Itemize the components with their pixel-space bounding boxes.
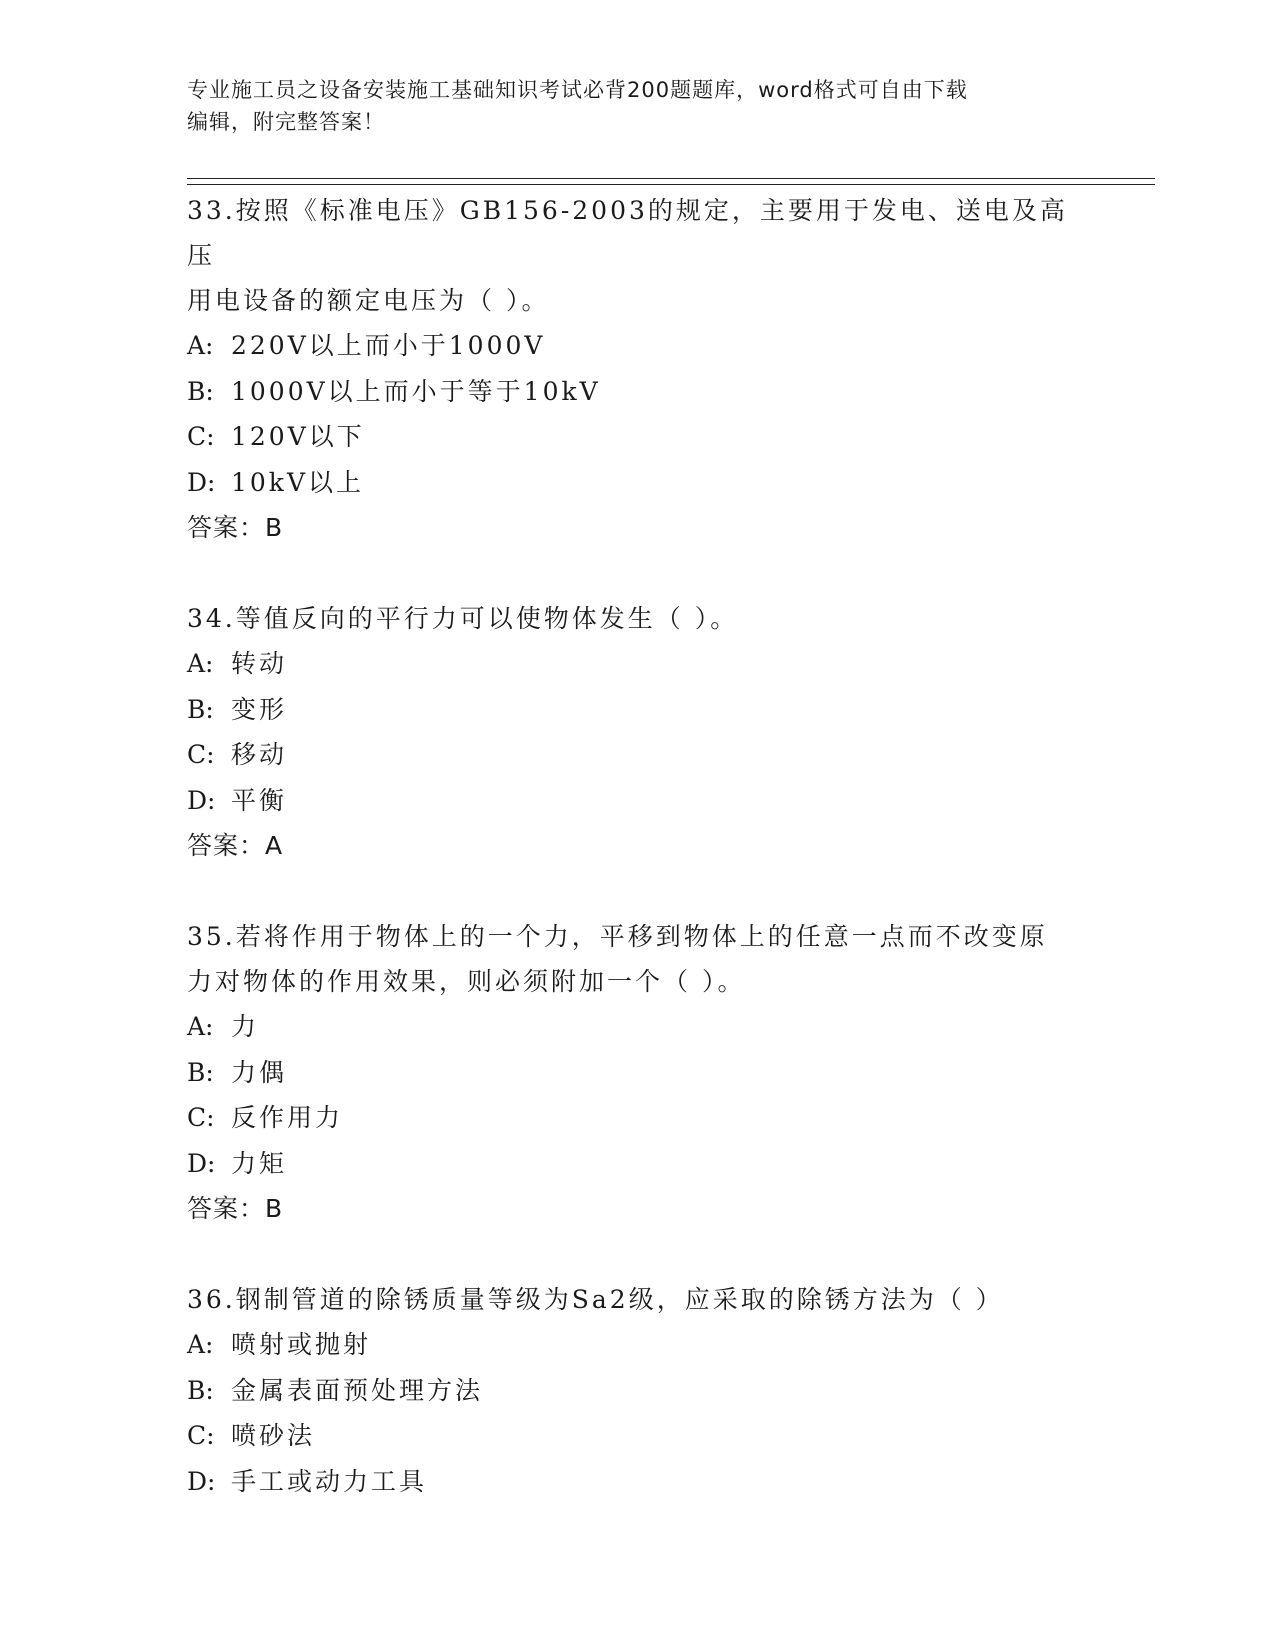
option-key: B: — [187, 376, 214, 406]
option-c — [187, 1413, 1087, 1459]
option-text: 喷射或抛射 — [231, 1330, 372, 1359]
option-text: 手工或动力工具 — [231, 1466, 428, 1496]
option-d — [187, 1141, 1087, 1187]
option-key: D: — [187, 785, 216, 815]
option-b — [187, 369, 1087, 415]
option-d — [187, 778, 1087, 824]
question-stem-line: 33.按照《标准电压》GB156-2003的规定，主要用于发电、送电及高压 — [187, 196, 1068, 270]
option-text: 移动 — [231, 740, 288, 769]
answer-line: 答案：B — [187, 1194, 284, 1223]
header-line-2: 编辑，附完整答案！ — [187, 110, 385, 134]
option-b — [187, 1050, 1087, 1096]
option-text: 力矩 — [231, 1148, 288, 1178]
option-key: B: — [187, 1057, 214, 1087]
option-text: 喷砂法 — [231, 1421, 316, 1450]
option-key: C: — [187, 1103, 215, 1132]
question-33 — [187, 188, 1087, 550]
question-stem-line: 36.钢制管道的除锈质量等级为Sa2级，应采取的除锈方法为（ ） — [187, 1285, 1004, 1314]
option-key: A: — [187, 1330, 214, 1359]
option-a — [187, 1322, 1087, 1368]
question-stem-line: 35.若将作用于物体上的一个力，平移到物体上的任意一点而不改变原 — [187, 922, 1048, 951]
question-35 — [187, 914, 1087, 1231]
question-stem-line: 用电设备的额定电压为（ ）。 — [187, 286, 550, 315]
option-text: 10kV以上 — [231, 467, 365, 497]
option-text: 平衡 — [231, 785, 288, 815]
option-a — [187, 641, 1087, 687]
option-c — [187, 1095, 1087, 1141]
header-rule-bottom — [187, 184, 1155, 185]
option-text: 120V以下 — [231, 422, 365, 451]
option-d — [187, 1459, 1087, 1505]
option-text: 220V以上而小于1000V — [231, 331, 546, 360]
question-stem-line: 34.等值反向的平行力可以使物体发生（ ）。 — [187, 604, 739, 633]
option-key: A: — [187, 331, 214, 360]
option-key: B: — [187, 694, 214, 724]
option-b — [187, 1368, 1087, 1414]
document-header — [187, 74, 1087, 138]
option-a — [187, 323, 1087, 369]
option-key: D: — [187, 1466, 216, 1496]
question-36 — [187, 1277, 1087, 1504]
option-key: D: — [187, 1148, 216, 1178]
question-spacer — [187, 1231, 1087, 1277]
option-text: 1000V以上而小于等于10kV — [231, 376, 601, 406]
option-text: 反作用力 — [231, 1103, 344, 1132]
option-text: 转动 — [231, 649, 288, 678]
option-key: C: — [187, 422, 215, 451]
header-line-1: 专业施工员之设备安装施工基础知识考试必背200题题库，word格式可自由下载 — [187, 78, 968, 102]
question-34 — [187, 596, 1087, 868]
option-key: A: — [187, 1012, 214, 1041]
answer-line: 答案：B — [187, 513, 284, 542]
header-rule-top — [187, 178, 1155, 179]
option-c — [187, 732, 1087, 778]
option-key: D: — [187, 467, 216, 497]
option-c — [187, 414, 1087, 460]
option-key: C: — [187, 740, 215, 769]
option-key: C: — [187, 1421, 215, 1450]
option-key: A: — [187, 649, 214, 678]
answer-line: 答案：A — [187, 831, 284, 860]
question-spacer — [187, 550, 1087, 596]
option-d — [187, 460, 1087, 506]
option-text: 变形 — [231, 694, 288, 724]
option-a — [187, 1004, 1087, 1050]
option-key: B: — [187, 1375, 214, 1405]
option-text: 力偶 — [231, 1057, 288, 1087]
question-spacer — [187, 868, 1087, 914]
option-text: 力 — [231, 1012, 260, 1041]
option-b — [187, 687, 1087, 733]
option-text: 金属表面预处理方法 — [231, 1375, 484, 1405]
question-list — [187, 188, 1087, 1504]
question-stem-line: 力对物体的作用效果，则必须附加一个（ ）。 — [187, 967, 746, 996]
